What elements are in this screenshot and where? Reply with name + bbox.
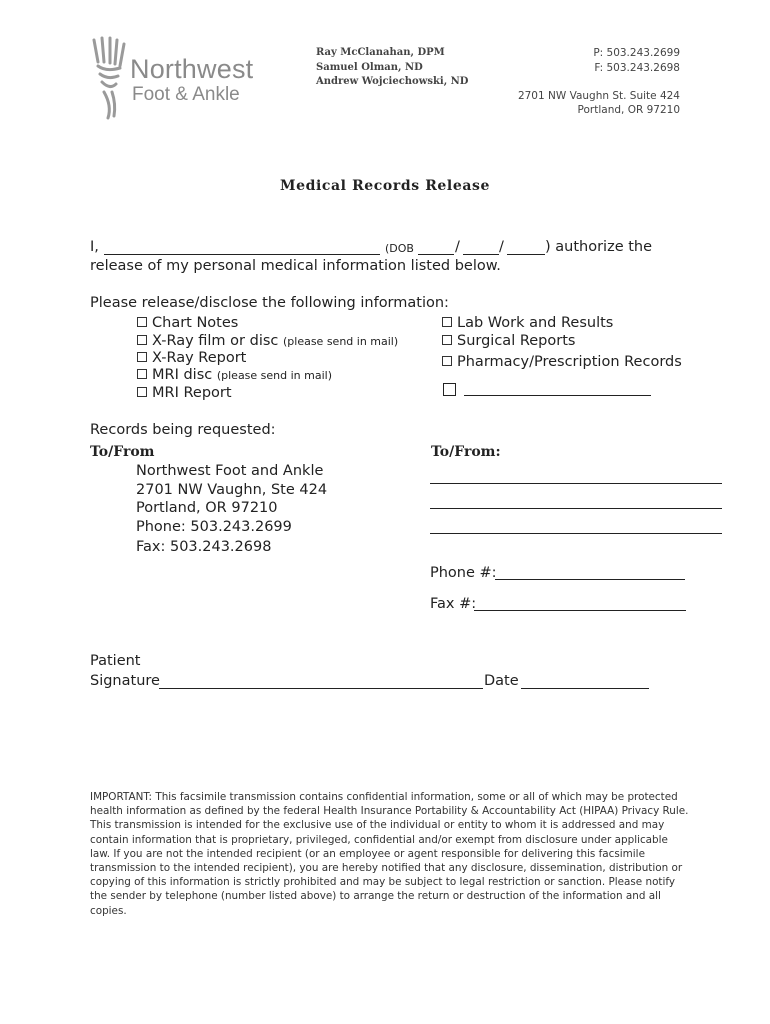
checkbox[interactable] [443,383,456,396]
checkbox[interactable] [137,317,147,327]
option-mri-report[interactable]: MRI Report [137,385,232,401]
option-other-field[interactable] [464,395,651,396]
dob-month-field[interactable] [418,254,454,255]
patient-name-field[interactable] [104,254,380,255]
doctor-name-3: Andrew Wojciechowski, ND [316,76,469,87]
to-from-left-label: To/From [90,444,155,460]
clinic-name: Northwest Foot and Ankle [136,463,324,479]
fax-label: Fax #: [430,596,477,612]
option-mri-disc[interactable]: MRI disc (please send in mail) [137,367,332,383]
dob-label: (DOB [385,242,414,255]
clinic-phone: Phone: 503.243.2699 [136,519,292,535]
option-note: (please send in mail) [282,335,399,348]
option-pharmacy[interactable]: Pharmacy/Prescription Records [442,354,682,370]
checkbox[interactable] [137,387,147,397]
to-from-line-1[interactable] [430,483,722,484]
checkbox[interactable] [442,356,452,366]
checkbox[interactable] [137,369,147,379]
clinic-fax: Fax: 503.243.2698 [136,539,272,555]
option-xray-report[interactable]: X-Ray Report [137,350,246,366]
header-fax: F: 503.243.2698 [594,62,680,74]
signature-field[interactable] [159,688,483,689]
checkbox[interactable] [137,335,147,345]
notice-text: IMPORTANT: This facsimile transmission contains confidential information, some or all of which may be protected health information as defined by the federal Health Insurance Portability & Accountability Act (HIPAA) Privacy Rule. This transmission is intended for the exclusive use of the individual or entity to whom it is addressed and may contain information that is proprietary, privileged, confidential and/or exempt from disclosure under applicable law. If you are not the intended recipient (or an employee or agent responsible for delivering this facsimile transmission to the intended recipient), you are hereby notified that any disclosure, dissemination, distribution or copying of this information is strictly prohibited and may be subject to legal restriction or sanction. Please notify the sender by telephone (number listed above) to arrange the return or destruction of the information and all copies. [90,791,689,917]
date-label: Date [484,673,519,689]
dob-slash-1: / [455,239,460,255]
clinic-logo [86,36,266,124]
header-address-line1: 2701 NW Vaughn St. Suite 424 [517,90,680,102]
requested-heading: Records being requested: [90,422,276,438]
to-from-line-2[interactable] [430,508,722,509]
header-address-line2: Portland, OR 97210 [577,104,680,116]
authorize-text: ) authorize the [545,239,653,255]
date-field[interactable] [521,688,649,689]
checkbox[interactable] [442,317,452,327]
intro-line2: release of my personal medical information listed below. [90,258,501,274]
option-other-checkbox[interactable] [443,381,456,400]
fax-field[interactable] [474,610,686,611]
checkbox[interactable] [442,335,452,345]
clinic-address1: 2701 NW Vaughn, Ste 424 [136,482,328,498]
signature-label: Signature [90,673,160,689]
clinic-address2: Portland, OR 97210 [136,500,278,516]
confidentiality-notice [90,790,690,918]
doctor-name-1: Ray McClanahan, DPM [316,47,445,58]
to-from-line-3[interactable] [430,533,722,534]
foot-bones-icon [86,36,130,122]
logo-text-northwest: Northwest [130,54,254,84]
doctor-name-2: Samuel Olman, ND [316,62,423,73]
header-phone: P: 503.243.2699 [593,47,680,59]
phone-field[interactable] [495,579,685,580]
patient-label: Patient [90,653,141,669]
dob-day-field[interactable] [463,254,499,255]
dob-slash-2: / [499,239,504,255]
option-surgical-reports[interactable]: Surgical Reports [442,333,575,349]
option-note: (please send in mail) [216,369,333,382]
option-xray-film[interactable]: X-Ray film or disc (please send in mail) [137,333,398,349]
checkbox[interactable] [137,352,147,362]
logo-text-foot-ankle: Foot & Ankle [132,84,240,105]
phone-label: Phone #: [430,565,497,581]
intro-i: I, [90,239,99,255]
dob-year-field[interactable] [507,254,545,255]
option-chart-notes[interactable]: Chart Notes [137,315,238,331]
to-from-right-label: To/From: [431,444,501,460]
form-title: Medical Records Release [279,178,491,194]
release-heading: Please release/disclose the following information: [90,295,449,311]
option-lab-work[interactable]: Lab Work and Results [442,315,613,331]
